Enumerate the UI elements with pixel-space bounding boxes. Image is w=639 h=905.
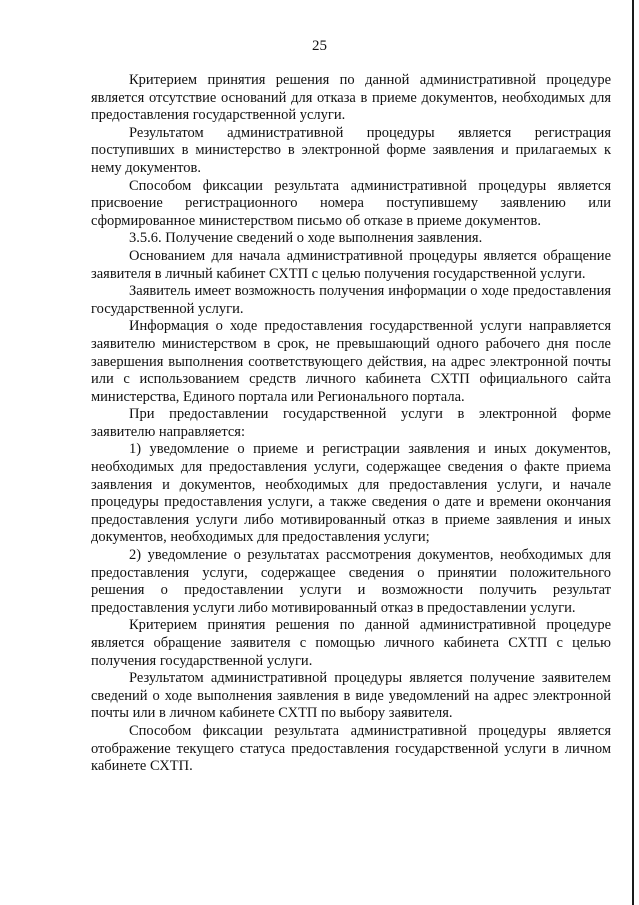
- paragraph-information-sent: Информация о ходе предоставления государственной услуги направляется заявителю министерством в срок, не превышающий одного рабочего дня после завершения выполнения соответствующего действия, на адрес электронной почты или с использованием средств личного кабинета СХТП официального сайта министерства, Единого портала или Регионального портала.: [91, 318, 611, 405]
- page-number: 25: [312, 38, 327, 54]
- paragraph-result-status: Результатом административной процедуры является получение заявителем сведений о ходе выполнения заявления в виде уведомлений на адрес электронной почты или в личном кабинете СХТП по выбору заявителя.: [91, 670, 611, 722]
- paragraph-fixation-status: Способом фиксации результата административной процедуры является отображение текущего статуса предоставления государственной услуги в личном кабинете СХТП.: [91, 722, 611, 775]
- list-item-2: 2) уведомление о результатах рассмотрения документов, необходимых для предоставления услуги, содержащее сведения о принятии положительного решения о предоставлении услуги и возможности получить результат предоставления услуги либо мотивированный отказ в предоставлении услуги.: [91, 547, 611, 616]
- paragraph-electronic-form: При предоставлении государственной услуги в электронной форме заявителю направляется:: [91, 406, 611, 440]
- list-item-1: 1) уведомление о приеме и регистрации заявления и иных документов, необходимых для предоставления услуги, содержащее сведения о факте приема заявления и документов, необходимых для предоставления услуги, и начале процедуры предоставления услуги, а также сведения о дате и времени окончания предоставления услуги либо мотивированный отказ в приеме заявления и иных документов, необходимых для предоставления услуги;: [91, 441, 611, 546]
- paragraph-result-registration: Результатом административной процедуры является регистрация поступивших в министерство в электронной форме заявления и прилагаемых к нему документов.: [91, 124, 611, 176]
- section-heading-3-5-6: 3.5.6. Получение сведений о ходе выполнения заявления.: [129, 230, 483, 247]
- paragraph-fixation-registration: Способом фиксации результата административной процедуры является присвоение регистрационного номера поступившему заявлению или сформированное министерством письмо об отказе в приеме документов.: [91, 177, 611, 229]
- paragraph-basis: Основанием для начала административной процедуры является обращение заявителя в личный кабинет СХТП с целью получения государственной услуги.: [91, 247, 611, 282]
- page-edge-line: [632, 0, 634, 905]
- paragraph-criterion-registration: Критерием принятия решения по данной административной процедуре является отсутствие оснований для отказа в приеме документов, необходимых для предоставления государственной услуги.: [91, 72, 611, 124]
- paragraph-applicant-possibility: Заявитель имеет возможность получения информации о ходе предоставления государственной услуги.: [91, 283, 611, 317]
- document-body: [91, 72, 611, 776]
- paragraph-criterion-status: Критерием принятия решения по данной административной процедуре является обращение заявителя с помощью личного кабинета СХТП с целью получения государственной услуги.: [91, 617, 611, 669]
